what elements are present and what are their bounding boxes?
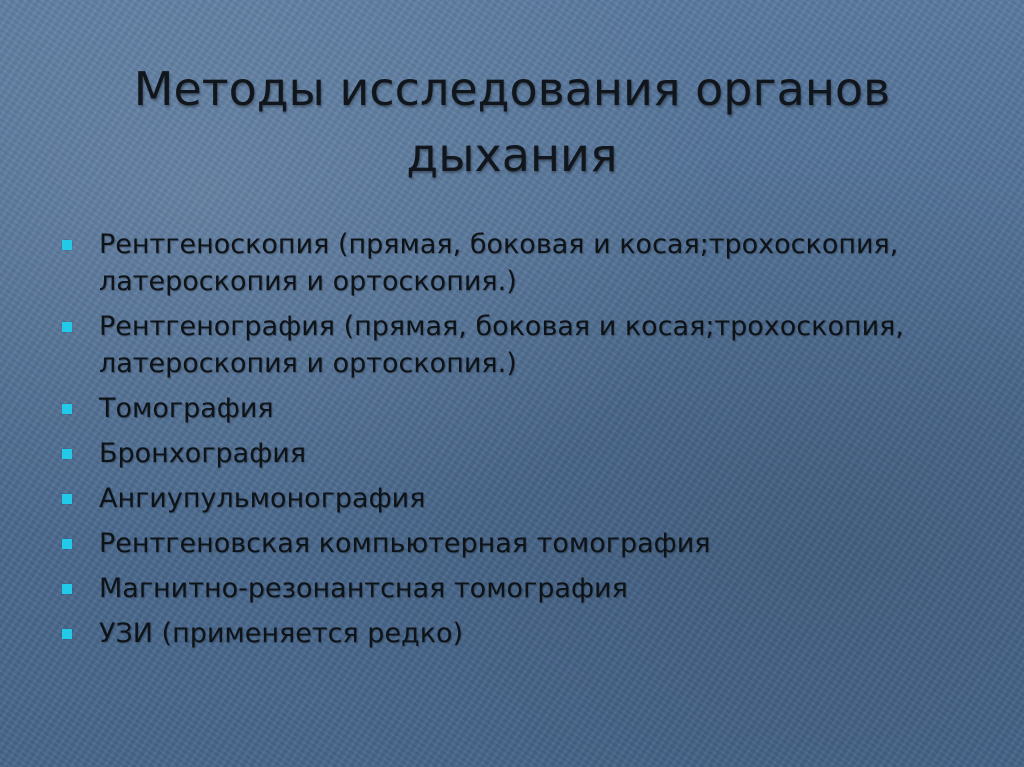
square-bullet-icon	[62, 584, 72, 594]
list-item	[62, 480, 982, 517]
square-bullet-icon	[62, 494, 72, 504]
slide-title: Методы исследования органов дыхания	[133, 62, 891, 182]
list-item	[62, 226, 982, 300]
list-item	[62, 390, 982, 427]
square-bullet-icon	[62, 449, 72, 459]
bullet-text: Бронхография	[99, 438, 307, 469]
square-bullet-icon	[62, 240, 72, 250]
list-item	[62, 525, 982, 562]
bullet-text: УЗИ (применяется редко)	[99, 618, 464, 649]
square-bullet-icon	[62, 322, 72, 332]
bullet-text: Рентгеновская компьютерная томография	[99, 528, 711, 559]
list-item	[62, 308, 982, 382]
bullet-text: Томография	[99, 393, 274, 424]
square-bullet-icon	[62, 404, 72, 414]
list-item	[62, 615, 982, 652]
bullet-text: Ангиупульмонография	[99, 483, 426, 514]
list-item	[62, 435, 982, 472]
bullet-text: Рентгенография (прямая, боковая и косая;трохоскопия, латероскопия и ортоскопия.)	[99, 311, 905, 379]
bullet-text: Магнитно-резонантсная томография	[99, 573, 628, 604]
bullet-text: Рентгеноскопия (прямая, боковая и косая;трохоскопия, латероскопия и ортоскопия.)	[99, 229, 899, 297]
square-bullet-icon	[62, 629, 72, 639]
square-bullet-icon	[62, 539, 72, 549]
list-item	[62, 570, 982, 607]
bullet-list	[62, 226, 982, 660]
